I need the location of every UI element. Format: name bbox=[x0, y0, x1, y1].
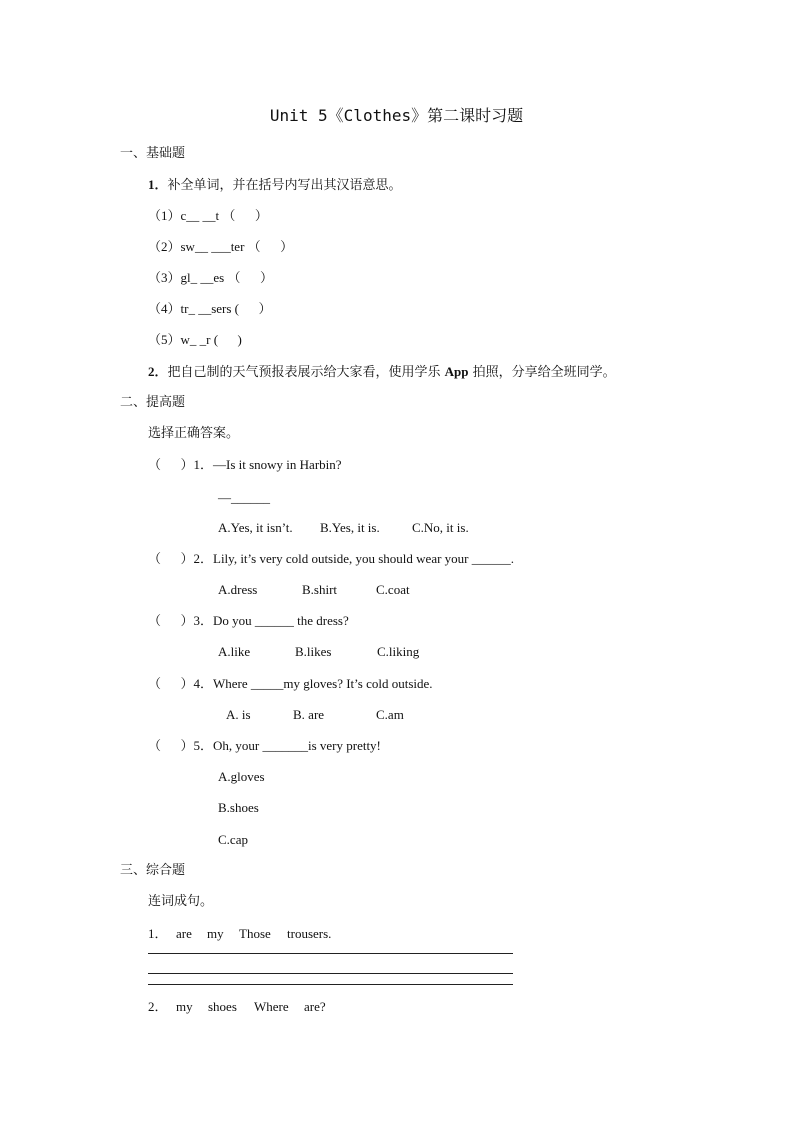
mc-q4-stem: （ ）4．Where _____my gloves? It’s cold outside. bbox=[148, 676, 433, 691]
q2-app: App bbox=[444, 364, 469, 379]
mc-q4-option-b: B. are bbox=[293, 707, 325, 722]
mc-q5-option-a: A.gloves bbox=[218, 769, 265, 784]
mc-q5-option-c: C.cap bbox=[218, 832, 248, 847]
word-item-4: （4）tr_ __sers ( ） bbox=[148, 301, 272, 316]
mc-q2-option-b: B.shirt bbox=[302, 582, 338, 597]
sentence-q1-word-3: Those bbox=[239, 926, 271, 941]
section2-instruction: 选择正确答案。 bbox=[148, 426, 240, 441]
mc-q1-option-a: A.Yes, it isn’t. bbox=[218, 520, 293, 535]
mc-q3-option-a: A.like bbox=[218, 644, 251, 659]
mc-q1-option-b: B.Yes, it is. bbox=[320, 520, 380, 535]
sentence-q2-number: 2． bbox=[148, 999, 168, 1014]
mc-q5-option-b: B.shoes bbox=[218, 800, 259, 815]
mc-q1-reply: —______ bbox=[218, 490, 270, 505]
sentence-q1-number: 1． bbox=[148, 926, 168, 941]
mc-q5-stem: （ ）5．Oh, your _______is very pretty! bbox=[148, 738, 381, 753]
section1-q2 bbox=[148, 364, 616, 381]
mc-q2-stem: （ ）2．Lily, it’s very cold outside, you should wear your ______. bbox=[148, 551, 515, 566]
word-item-1: （1）c__ __t （ ） bbox=[148, 208, 268, 223]
word-item-5: （5）w_ _r ( ) bbox=[148, 332, 242, 347]
mc-q2-option-c: C.coat bbox=[376, 582, 410, 597]
page-title: Unit 5《Clothes》第二课时习题 bbox=[269, 106, 524, 125]
sentence-q1-word-4: trousers. bbox=[287, 926, 332, 941]
sentence-q2-word-4: are? bbox=[304, 999, 326, 1014]
section1-heading: 一、基础题 bbox=[120, 146, 186, 161]
q2-number: 2． bbox=[148, 364, 168, 379]
mc-q2-option-a: A.dress bbox=[218, 582, 258, 597]
mc-q3-option-b: B.likes bbox=[295, 644, 332, 659]
word-item-3: （3）gl_ __es （ ） bbox=[148, 270, 273, 285]
word-item-2: （2）sw__ ___ter （ ） bbox=[148, 239, 294, 254]
mc-q4-option-a: A. is bbox=[226, 707, 251, 722]
mc-q1-stem: （ ）1．—Is it snowy in Harbin? bbox=[148, 457, 342, 472]
mc-q1-option-c: C.No, it is. bbox=[412, 520, 469, 535]
q2-text-part1: 把自己制的天气预报表展示给大家看，使用学乐 bbox=[167, 365, 445, 380]
section1-q1 bbox=[148, 177, 402, 194]
mc-q3-option-c: C.liking bbox=[377, 644, 420, 659]
q1-number: 1． bbox=[148, 177, 168, 192]
section3-heading: 三、综合题 bbox=[120, 863, 186, 878]
answer-line-2 bbox=[148, 973, 513, 974]
sentence-q2-word-3: Where bbox=[254, 999, 289, 1014]
mc-q4-option-c: C.am bbox=[376, 707, 404, 722]
sentence-q2-word-1: my bbox=[176, 999, 193, 1014]
mc-q3-stem: （ ）3．Do you ______ the dress? bbox=[148, 613, 349, 628]
sentence-q1-word-2: my bbox=[207, 926, 224, 941]
sentence-q2-word-2: shoes bbox=[208, 999, 237, 1014]
q2-text-part2: 拍照，分享给全班同学。 bbox=[468, 365, 616, 380]
section2-heading: 二、提高题 bbox=[120, 395, 186, 410]
q1-text: 补全单词，并在括号内写出其汉语意思。 bbox=[167, 178, 402, 193]
sentence-q1-word-1: are bbox=[176, 926, 192, 941]
section3-instruction: 连词成句。 bbox=[148, 894, 214, 909]
answer-line-3 bbox=[148, 984, 513, 985]
answer-line-1 bbox=[148, 953, 513, 954]
